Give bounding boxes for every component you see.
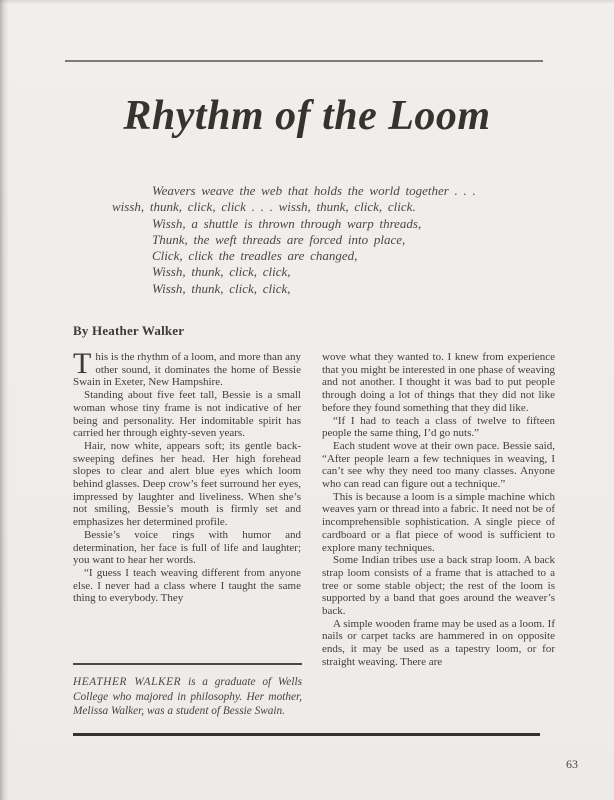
poem-line: Thunk, the weft threads are forced into place, — [152, 231, 406, 247]
page-title: Rhythm of the Loom — [123, 93, 491, 139]
article-body — [73, 347, 555, 669]
poem-line: Weavers weave the web that holds the world together . . . — [152, 183, 476, 198]
paragraph: This is the rhythm of a loom, and more than any other sound, it dominates the home of Bessie Swain in Exeter, New Hampshire. — [73, 347, 301, 389]
author-bio — [73, 663, 302, 719]
bio-author-name: HEATHER WALKER — [73, 676, 182, 688]
paragraph: Hair, now white, appears soft; its gentle back-sweeping defines her head. Her high forehead slopes to clear and alert blue eyes which loom behind glasses. Deep crow’s feet surround her eyes, impressed by laughter and liveliness. When she’s not smiling, Bessie’s mouth is firmly set and emphasizes her determined profile. — [73, 439, 301, 529]
right-column — [322, 351, 555, 669]
left-column — [73, 347, 301, 669]
top-divider — [65, 60, 543, 62]
poem — [112, 183, 476, 297]
poem-line: Wissh, thunk, click, click, — [152, 280, 291, 296]
paragraph: wove what they wanted to. I knew from experience that you might be interested in one phase of weaving and not another. I thought it was bad to put people through doing a lot of things that they did not like before they found something that they did like. — [322, 351, 555, 414]
paragraph: Bessie’s voice rings with humor and determination, her face is full of life and laughter; you want to hear her words. — [73, 528, 301, 567]
poem-line: Wissh, thunk, click, click, — [152, 264, 291, 280]
poem-line: Click, click the treadles are changed, — [152, 248, 358, 264]
page-number: 63 — [566, 757, 578, 771]
bio-text: is a graduate of Wells College who majored in philosophy. Her mother, Melissa Walker, was a student of Bessie Swain. — [73, 676, 302, 718]
bottom-divider — [73, 733, 540, 736]
paragraph: Some Indian tribes use a back strap loom. A back strap loom consists of a frame that is attached to a tree or some stable object; the rest of the loom is supported by a band that goes around the weaver’s back. — [322, 554, 555, 618]
paragraph: Each student wove at their own pace. Bessie said, “After people learn a few techniques in weaving, I can’t see why they need too many classes. Anyone who can read can figure out a technique.” — [322, 439, 555, 491]
paragraph: Standing about five feet tall, Bessie is a small woman whose tiny frame is not indicative of her being and personality. Her indomitable spirit has carried her through eighty-seven years. — [73, 389, 301, 440]
paragraph: A simple wooden frame may be used as a loom. If nails or carpet tacks are hammered in on opposite ends, it may be used as a tapestry loom, or for straight weaving. There are — [322, 617, 555, 668]
paragraph: This is because a loom is a simple machine which weaves yarn or thread into a fabric. It need not be of incomprehensible sophistication. A single piece of cardboard or a flat piece of wood is sufficient to explore many techniques. — [322, 490, 555, 554]
paragraph: “I guess I teach weaving different from anyone else. I never had a class where I taught the same thing to everybody. They — [73, 566, 301, 605]
poem-line: wissh, thunk, click, click . . . wissh, thunk, click, click. — [112, 199, 416, 215]
drop-cap: T — [73, 347, 92, 380]
byline: By Heather Walker — [73, 323, 185, 338]
scan-shadow-left — [0, 0, 9, 800]
poem-line: Wissh, a shuttle is thrown through warp threads, — [152, 215, 422, 231]
paragraph: “If I had to teach a class of twelve to fifteen people the same thing, I’d go nuts.” — [322, 414, 555, 440]
scan-shadow-top — [0, 0, 614, 4]
